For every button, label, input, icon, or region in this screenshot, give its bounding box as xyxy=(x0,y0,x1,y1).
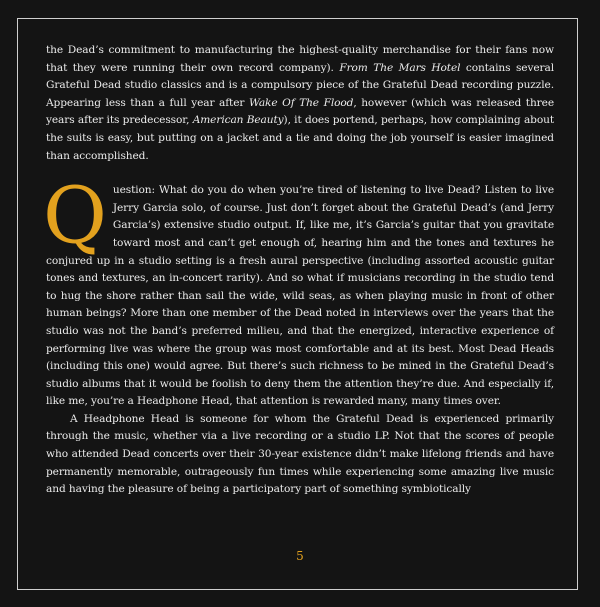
paragraph-1 xyxy=(46,42,554,165)
paragraph-3 xyxy=(46,411,554,499)
paragraph-1-part-2: contains several Grateful Dead studio classics and is a compulsory piece of the Grateful Dead recording puzzle. Appearing less than a full year after xyxy=(46,61,554,109)
drop-cap: Q xyxy=(43,171,107,262)
paragraph-1-part-3: , however (which was released three years after its predecessor, xyxy=(46,96,554,127)
paragraph-2-text: uestion: What do you do when you’re tired of listening to live Dead? Listen to live Jerry Garcia solo, of course. Just don’t forget about the Grateful Dead’s (and Jerry Garcia’s) extensive studio output. If, like me, it’s Garcia’s guitar that you gravitate toward most and can’t get enough of, hearing him and the tones and textures he conjured up in a studio setting is a fresh aural perspective (including assorted acoustic guitar tones and textures, an in-concert rarity). And so what if musicians recording in the studio tend to hug the shore rather than sail the wide, wild seas, as when playing music in front of other human beings? More than one member of the Dead noted in interviews over the years that the studio was not the band’s preferred milieu, and that the energized, interactive experience of performing live was where the group was most comfortable and at its best. Most Dead Heads (including this one) would agree. But there’s such richness to be mined in the Grateful Dead’s studio albums that it would be foolish to deny them the attention they’re due. And especially if, like me, you’re a Headphone Head, that attention is rewarded many, many times over. xyxy=(46,184,554,408)
paragraph-2 xyxy=(43,171,554,411)
paragraph-1-part-1: the Dead’s commitment to manufacturing the highest-quality merchandise for their fans now that they were running their own record company). xyxy=(46,44,554,74)
paragraph-1-part-4: ), it does portend, perhaps, how complaining about the suits is easy, but putting on a jacket and a tie and doing the job yourself is easier imagined than accomplished. xyxy=(46,114,554,162)
paragraph-3-text: A Headphone Head is someone for whom the Grateful Dead is experienced primarily through the music, whether via a live recording or a studio LP. Not that the scores of people who attended Dead concerts over their 30-year existence didn’t make lifelong friends and have permanently memorable, outrageously fun times while experiencing some amazing live music and having the pleasure of being a participatory part of something symbiotically xyxy=(46,412,554,496)
body-text xyxy=(43,42,554,499)
album-title-american-beauty: American Beauty xyxy=(192,114,284,127)
paragraph-gap xyxy=(46,165,554,182)
album-title-mars-hotel: From The Mars Hotel xyxy=(339,61,461,74)
album-title-wake-of-the-flood: Wake Of The Flood xyxy=(248,96,354,109)
page-number: 5 xyxy=(296,549,304,563)
